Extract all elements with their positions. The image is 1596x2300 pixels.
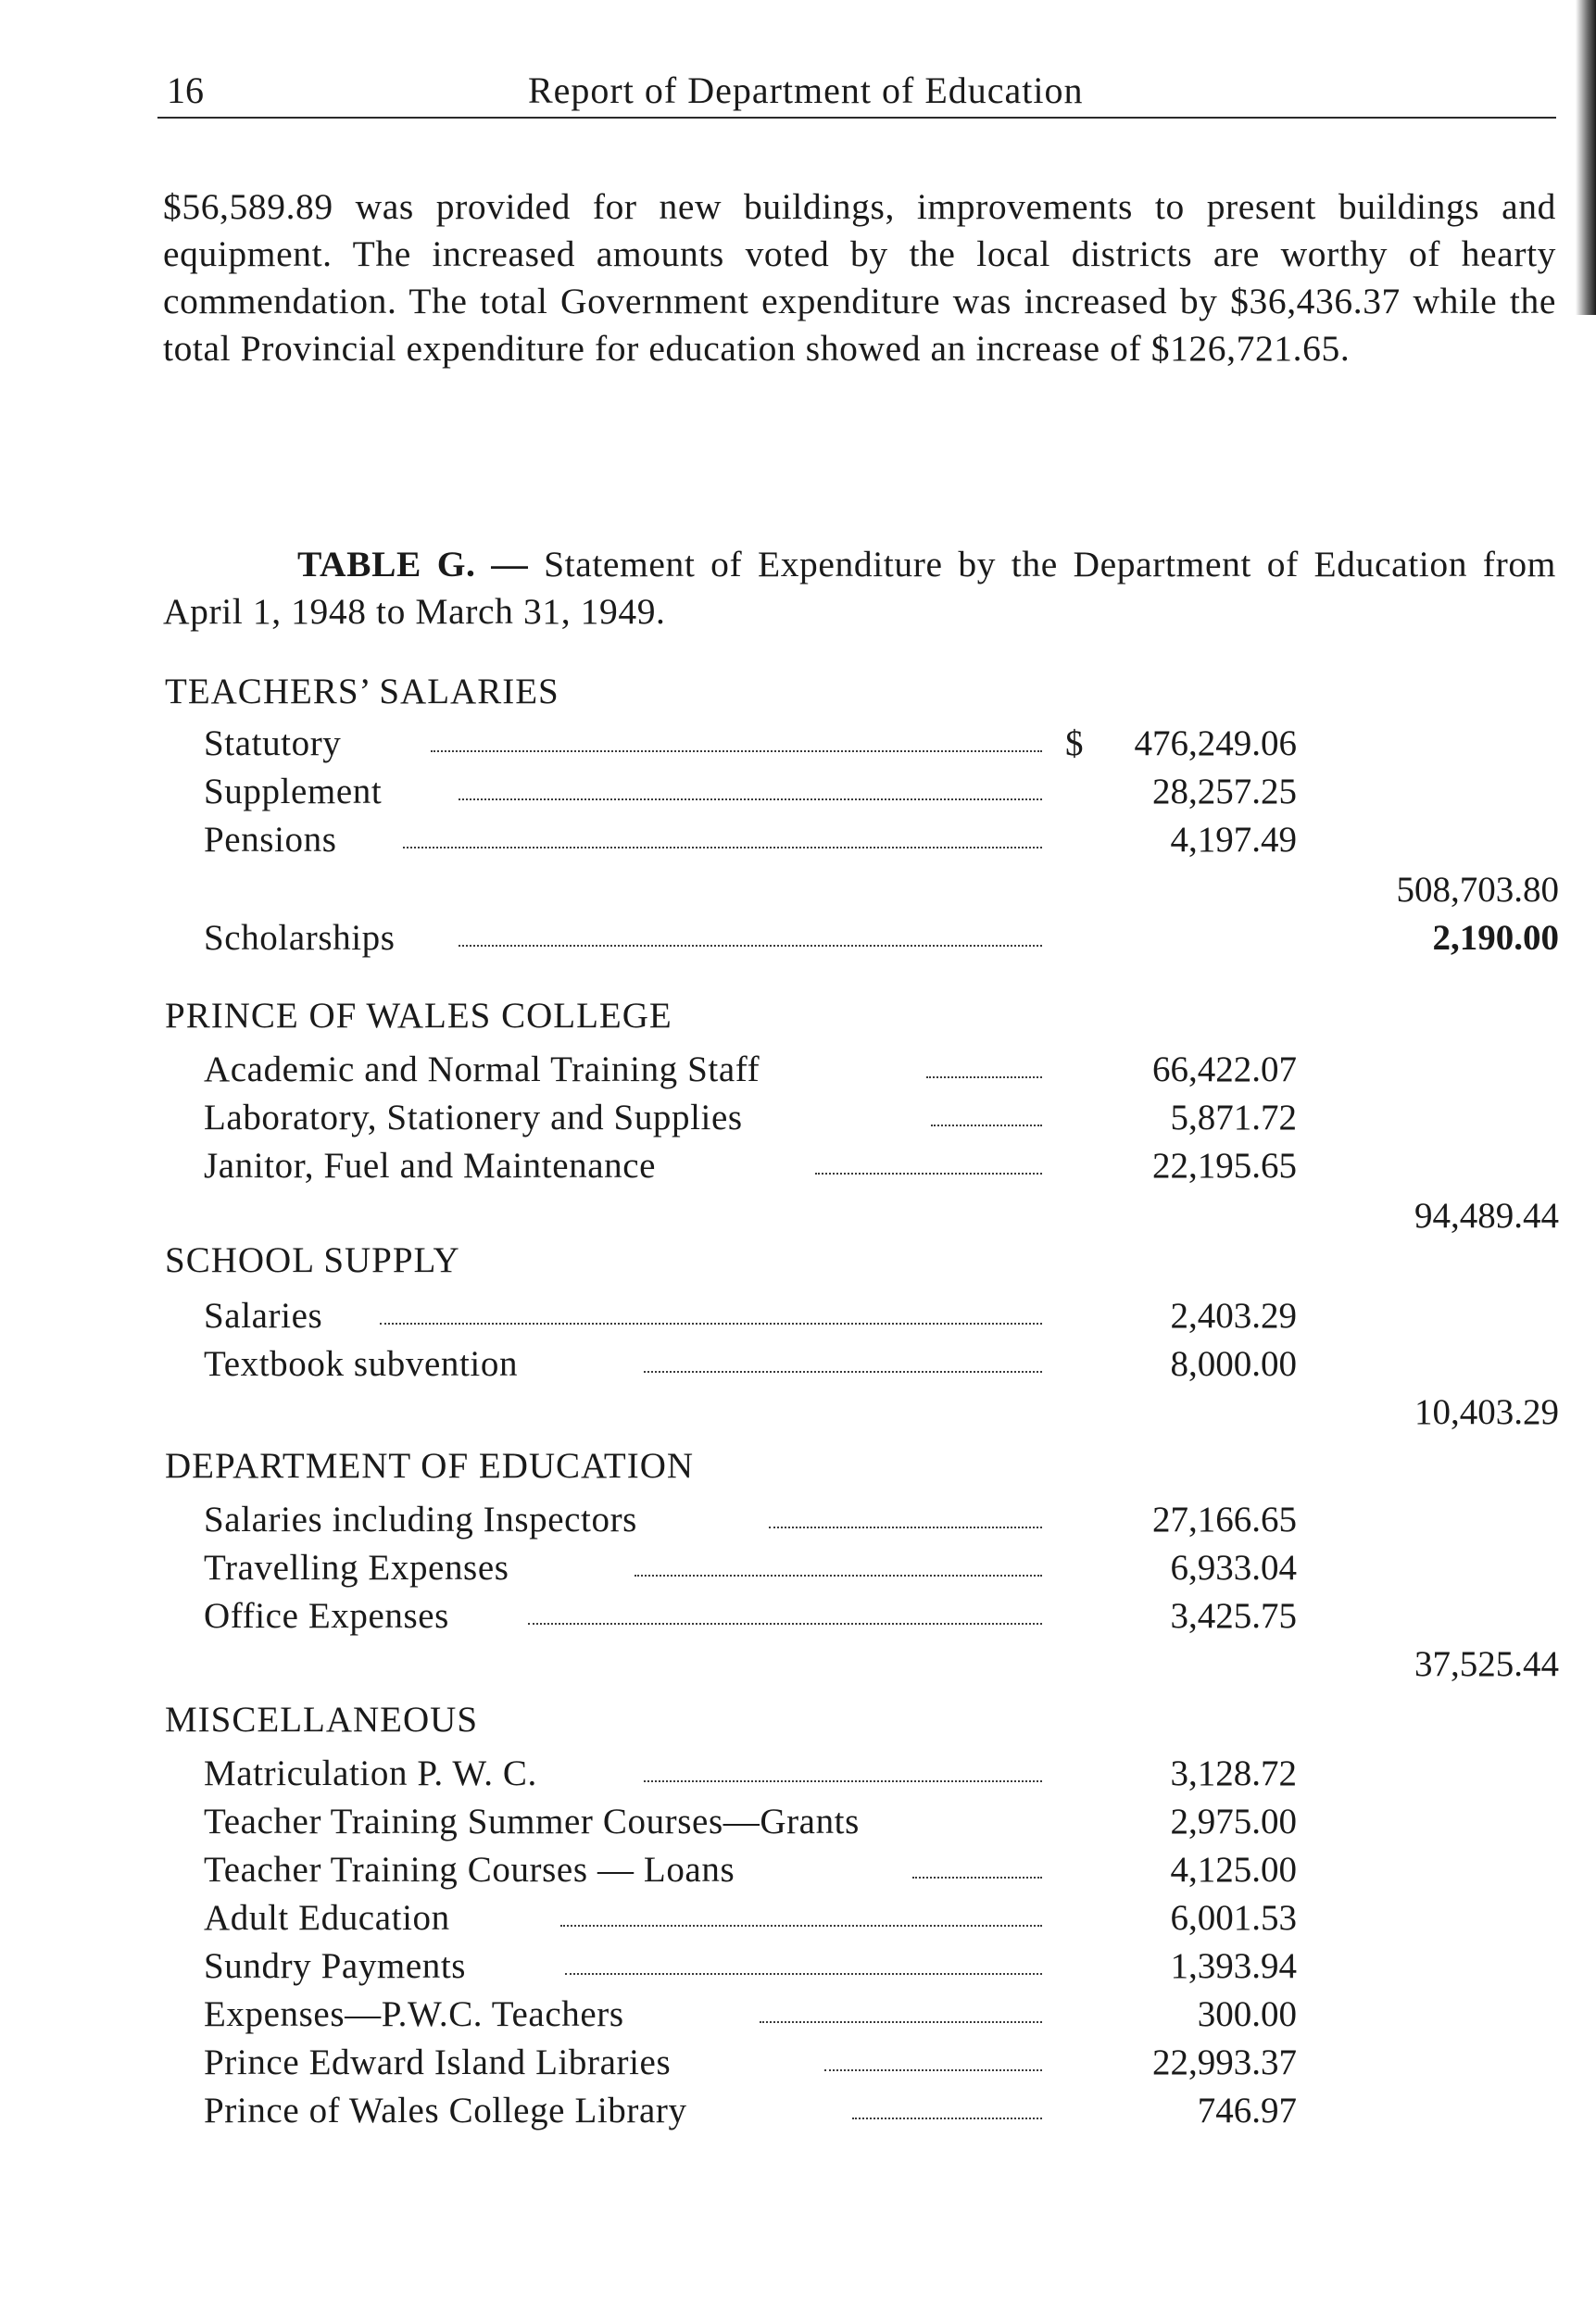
leader-dots [644,1780,1042,1782]
leader-dots [459,945,1042,947]
running-header [157,63,1556,119]
row-amount: 476,249.06 [1134,723,1297,763]
leader-dots [560,1925,1042,1927]
row-amount: 22,993.37 [1152,2042,1297,2082]
leader-dots [926,1076,1042,1078]
leader-dots [565,1973,1042,1975]
table-title [163,541,1556,635]
table-row [204,1343,1565,1389]
running-title: Report of Department of Education [528,69,1084,111]
table-row [204,1595,1565,1641]
table-row [204,2090,1565,2136]
leader-dots [380,1323,1042,1325]
row-amount: 2,403.29 [1170,1296,1297,1336]
leader-dots [769,1527,1042,1528]
table-row [204,1753,1565,1799]
leader-dots [635,1575,1042,1577]
leader-dots [431,750,1042,752]
section-subtotal: 10,403.29 [1414,1392,1559,1432]
row-label: Textbook subvention [204,1344,519,1384]
leader-dots [815,1173,1042,1175]
table-row [204,917,1565,963]
row-label: Academic and Normal Training Staff [204,1049,760,1089]
section-heading-department: DEPARTMENT OF EDUCATION [165,1446,695,1486]
table-row [204,1945,1565,1992]
leader-dots [403,847,1042,848]
table-row [204,1295,1565,1341]
row-amount: 300.00 [1197,1994,1297,2034]
page-number: 16 [167,69,204,111]
intro-paragraph: $56,589.89 was provided for new buildings, improvements to present buildings and equipment. The increased amounts voted by the local districts are worthy of hearty commendation. The total Government expenditure was increased by $36,436.37 while the total Provincial expenditure for education showed an increase of $126,721.65. [163,186,1556,369]
row-label: Salaries [204,1296,323,1336]
section-heading-school-supply: SCHOOL SUPPLY [165,1240,460,1280]
row-label: Prince Edward Island Libraries [204,2042,672,2082]
section-heading-teachers: TEACHERS’ SALARIES [165,672,559,711]
table-row [204,1801,1565,1847]
table-label: TABLE G. — [297,544,529,584]
leader-dots [824,2069,1042,2071]
row-amount: 66,422.07 [1152,1049,1297,1089]
section-subtotal: 94,489.44 [1414,1196,1559,1236]
row-amount: 27,166.65 [1152,1500,1297,1540]
row-amount: 1,393.94 [1170,1946,1297,1986]
leader-dots [760,2021,1042,2023]
table-row [204,1993,1565,2040]
section-heading-pwc: PRINCE OF WALES COLLEGE [165,996,672,1036]
row-label: Supplement [204,772,383,811]
row-label: Salaries including Inspectors [204,1500,637,1540]
row-amount: 6,933.04 [1170,1548,1297,1588]
table-row [204,1049,1565,1095]
leader-dots [931,1125,1042,1126]
row-amount: 6,001.53 [1170,1898,1297,1938]
row-amount: 22,195.65 [1152,1146,1297,1186]
row-label: Prince of Wales College Library [204,2091,687,2130]
table-row [204,2042,1565,2088]
row-amount: 2,975.00 [1170,1802,1297,1841]
section-heading-misc: MISCELLANEOUS [165,1700,479,1740]
row-label: Teacher Training Summer Courses—Grants [204,1802,860,1841]
row-label: Travelling Expenses [204,1548,509,1588]
row-label: Teacher Training Courses — Loans [204,1850,735,1890]
table-row [204,1097,1565,1143]
leader-dots [644,1371,1042,1373]
table-row [204,819,1565,865]
leader-dots [912,1877,1042,1879]
scholarships-amount: 2,190.00 [1432,918,1559,958]
row-label: Matriculation P. W. C. [204,1753,537,1793]
row-amount: 746.97 [1197,2091,1297,2130]
row-amount: 4,125.00 [1170,1850,1297,1890]
row-amount: 3,128.72 [1170,1753,1297,1793]
table-caption: Statement of Expenditure by the Department of Education from April 1, 1948 to March 31, 1949. [163,544,1556,632]
table-row [204,1499,1565,1545]
header-rule [157,117,1556,119]
row-label: Expenses—P.W.C. Teachers [204,1994,624,2034]
leader-dots [528,1623,1042,1625]
row-amount: 5,871.72 [1170,1098,1297,1137]
leader-dots [852,2118,1042,2119]
row-label: Sundry Payments [204,1946,467,1986]
table-row [204,1145,1565,1191]
row-amount: 8,000.00 [1170,1344,1297,1384]
row-label: Adult Education [204,1898,450,1938]
row-label: Pensions [204,820,337,860]
row-amount: 4,197.49 [1170,820,1297,860]
row-amount: 28,257.25 [1152,772,1297,811]
section-subtotal: 37,525.44 [1414,1644,1559,1684]
table-row [204,723,1565,769]
row-label: Office Expenses [204,1596,449,1636]
table-row [204,1849,1565,1895]
page-edge-shadow [1576,0,1596,315]
row-label: Scholarships [204,918,396,958]
currency-sign: $ [1065,723,1084,763]
table-row [204,771,1565,817]
row-label: Janitor, Fuel and Maintenance [204,1146,657,1186]
row-amount: 3,425.75 [1170,1596,1297,1636]
table-row [204,1897,1565,1943]
leader-dots [459,798,1042,800]
table-row [204,1547,1565,1593]
section-subtotal: 508,703.80 [1396,870,1559,910]
row-label: Statutory [204,723,342,763]
row-label: Laboratory, Stationery and Supplies [204,1098,743,1137]
